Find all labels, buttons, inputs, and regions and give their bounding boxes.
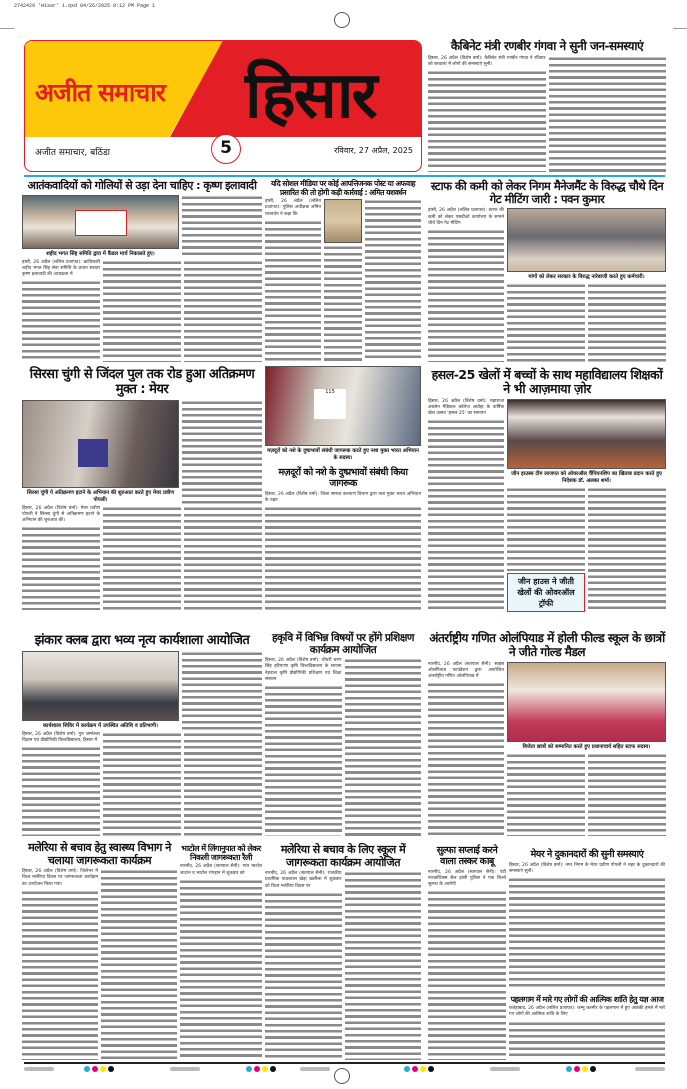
article-body (428, 419, 504, 612)
registration-bar (635, 1067, 665, 1071)
article-body (265, 506, 421, 610)
article-dateline: हिसार, 26 अप्रैल (विशेष वर्मा): जिलेभर में विश्व मलेरिया दिवस पर जागरूकता कार्यक्रम का आयोजन किया गया। (22, 869, 98, 887)
article-pahalgam (509, 995, 665, 1060)
article-sirsa (22, 368, 262, 610)
article-dateline: हिसार, 26 अप्रैल (विशेष वर्मा): जिला समाज कल्याण विभाग द्वारा नशा मुक्त भारत अभियान के तहत (265, 491, 421, 504)
article-body (265, 892, 342, 1060)
article-dateline: हांसी, 26 अप्रैल (ललित प्रजापत): क्रांतिकारी शहीद भगत सिंह सेवा समिति के प्रधान सरदार कृष्ण इलावादी की अध्यक्षता में (22, 259, 100, 278)
article-nasha (265, 366, 421, 610)
headline: हसल-25 खेलों में बच्चों के साथ महाविद्यालय शिक्षकों ने भी आज़माया ज़ोर (431, 367, 663, 397)
article-malaria-health-dept (22, 842, 177, 1060)
headline: मलेरिया से बचाव के लिए स्कूल में जागरूकता कार्यक्रम आयोजित (280, 843, 406, 869)
highlight-box: जीन हाउस ने जीती खेलों की ओवरऑल ट्रॉफी (507, 573, 585, 612)
article-body (184, 260, 262, 362)
banner (78, 439, 108, 467)
article-dateline: फतेहाबाद, 26 अप्रैल (ललित प्रजापत): जम्मू कश्मीर के पहलगाम में हुए आतंकी हमले में मारे गए लोगों की आत्मिक शांति के लिए (509, 1006, 665, 1018)
headline: भाटोल में लिंगानुपात को लेकर निकली जागरूकता रैली (181, 844, 261, 863)
registration-bar (24, 1067, 54, 1071)
article-body (428, 229, 504, 362)
article-body (428, 890, 506, 1060)
headline: मज़दूरों को नशे के दुष्प्रभावों संबंधी किया जागरूक (278, 467, 408, 489)
article-body (345, 658, 422, 836)
article-body (509, 877, 665, 990)
print-slug: 2742429 'Hisar' 1.qxd 04/26/2025 9:12 PM Page 1 (14, 3, 156, 9)
article-body (101, 869, 177, 1060)
headline: हकृवि में विभिन्न विषयों पर होंगे प्रशिक्षण कार्यक्रम आयोजित (272, 632, 414, 657)
article-body (507, 283, 585, 362)
headline: मलेरिया से बचाव हेतु स्वास्थ्य विभाग ने चलाया जागरूकता कार्यक्रम (28, 841, 171, 867)
article-body (103, 732, 181, 836)
crop-mark (0, 28, 14, 29)
article-body (103, 260, 181, 362)
article-malaria-school (265, 844, 421, 1060)
article-body (588, 283, 666, 362)
edition-label: अजीत समाचार, बठिंडा (35, 148, 110, 158)
article-body (265, 685, 342, 836)
article-dateline: नारनौंद, 26 अप्रैल (सतपाल सैनी): साइंस ओलंपियाड फाउंडेशन द्वारा आयोजित अंतर्राष्ट्रीय गणित ओलंपियाड में (428, 661, 504, 679)
color-registration-dots (246, 1066, 276, 1072)
divider (24, 175, 665, 177)
article-body (428, 682, 504, 836)
article-body (588, 487, 666, 612)
awareness-session-photo (265, 366, 421, 446)
article-olympiad (428, 632, 666, 836)
article-dateline: हिसार, 26 अप्रैल (विशेष वर्मा): नगर निगम के मेयर प्रवीण पोपली ने शहर के दुकानदारों की समस्याएं सुनीं। (509, 862, 665, 875)
article-body (22, 526, 100, 610)
article-body (184, 506, 262, 610)
article-body (509, 1021, 665, 1060)
article-body (265, 220, 321, 362)
article-mayor (509, 850, 665, 990)
article-dateline: हिसार, 26 अप्रैल (विशेष वर्मा): कैबिनेट मंत्री रणबीर गंगवा ने रविवार को बरवाला में लोगों की समस्याएं सुनी। (428, 55, 546, 67)
article-body (507, 753, 585, 836)
photo-caption: शहीद भगत सिंह समिति द्वारा में कैंडल मार्च निकालते हुए। (46, 250, 155, 257)
sports-team-photo (507, 399, 666, 469)
photo-caption: सिरसा चुंगी पे अतिक्रमण हटाने के अभियान की शुरुआत करते हुए मेयर प्रवीण पोपली। (27, 489, 174, 503)
color-registration-dots (404, 1066, 434, 1072)
olympiad-winners-photo (507, 662, 666, 742)
edition-city: हिसार (245, 58, 376, 133)
article-dateline: हिसार, 26 अप्रैल (विशेष वर्मा): मेयर प्रवीण पोपली ने सिरसा चुंगी से अतिक्रमण हटाने के अभियान की शुरुआत की। (22, 505, 100, 524)
article-jhankar (22, 634, 262, 836)
color-registration-dots (566, 1066, 596, 1072)
photo-caption: मज़दूरों को नशे के दुष्प्रभावों संबंधी जागरूक करते हुए नशा मुक्त भारत अभियान के सदस्य। (267, 448, 419, 461)
headline: आतंकवादियों को गोलियों से उड़ा देना चाहिए : कृष्ण इलावादी (27, 179, 257, 192)
article-body (22, 890, 98, 1060)
article-dateline: नारनौंद, 26 अप्रैल (सतपाल सैनी): एंटी नारकोटिक्स सैल हांसी पुलिस ने एक किलो सुल्फा के आरोपी (428, 869, 506, 888)
article-body (324, 245, 362, 362)
article-hustle (428, 368, 666, 612)
article-body (22, 280, 100, 362)
photo-label: 115 (314, 389, 346, 419)
headline: स्टाफ की कमी को लेकर निगम मैनेजमैंट के विरुद्ध चौथे दिन गेट मीटिंग जारी : पवन कुमार (430, 179, 664, 207)
article-dateline: हांसी, 26 अप्रैल (ललित प्रजापत): स्टाफ की कमी को लेकर एसडीओ कार्यालय के सामने चौथे दिन गेट मीटिंग (428, 208, 504, 226)
article-dateline: हिसार, 26 अप्रैल (विशेष वर्मा): गुरु जम्भेश्वर विज्ञान एवं प्रौद्योगिकी विश्वविद्यालय, हिसार में (22, 731, 100, 744)
registration-mark-icon (334, 1068, 350, 1084)
article-social-media (265, 180, 421, 362)
bottom-rule (24, 1062, 665, 1064)
article-dateline: नारनौंद, 26 अप्रैल (सतपाल सैनी): राजकीय प्राथमिक पाठशाला खेड़ा खलीला में शुक्रवार को विश्व मलेरिया दिवस पर (265, 871, 342, 889)
article-body (182, 400, 262, 504)
article-body (588, 753, 666, 836)
article-body (180, 879, 262, 1060)
headline: कैबिनेट मंत्री रणबीर गंगवा ने सुनी जन-समस्याएं (450, 39, 644, 53)
article-body (184, 732, 262, 836)
registration-bar (490, 1067, 520, 1071)
headline: अंतर्राष्ट्रीय गणित ओलंपियाड में होली फील्ड स्कूल के छात्रों ने जीते गोल्ड मैडल (429, 631, 665, 659)
article-body (182, 651, 262, 730)
photo-caption: कार्यशाला शिविर में कार्यक्रम में उपस्थित अतिथि व प्रतिभागी। (43, 722, 158, 729)
article-sulfa (428, 846, 506, 1060)
article-hau (265, 632, 421, 836)
headline: सुल्फा सप्लाई करने वाला तस्कर काबू (436, 845, 498, 867)
page-number: 5 (211, 134, 241, 164)
article-dateline: हांसी, 26 अप्रैल (ललित प्रजापत): पुलिस अधीक्षक अमित यशवर्धन ने कहा कि (265, 199, 321, 217)
article-body (428, 70, 546, 172)
brand-logo: अजीत समाचार (35, 78, 165, 107)
dance-workshop-photo (22, 651, 179, 721)
headline: सिरसा चुंगी से जिंदल पुल तक रोड हुआ अतिक्रमण मुक्त : मेयर (29, 367, 255, 397)
issue-date: रविवार, 27 अप्रैल, 2025 (334, 146, 413, 155)
article-gangwa (428, 40, 666, 172)
article-bhatol (180, 844, 262, 1060)
registration-bar (300, 1067, 330, 1071)
article-body (549, 56, 667, 172)
photo-caption: विजेता छात्रों को सम्मानित करते हुए प्रधानाचार्य सहित स्टाफ सदस्य। (522, 743, 651, 750)
encroachment-drive-photo (22, 400, 179, 488)
article-body (182, 195, 262, 258)
photo-caption: मांगों को लेकर सरकार के विरुद्ध नारेबाजी करते हुए कर्मचारी। (528, 274, 645, 281)
article-dateline: नारनौंद, 26 अप्रैल (सतपाल सैनी): गांव भाटोल जाटान व भाटोल रांगड़ान में शुक्रवार को (180, 864, 262, 876)
police-officer-photo (324, 199, 362, 243)
registration-mark-icon (334, 12, 350, 28)
headline: पहलगाम में मारे गए लोगों की आत्मिक शांति हेतु यज्ञ आज (510, 995, 664, 1004)
article-body (103, 506, 181, 610)
gate-meeting-photo (507, 208, 666, 272)
article-ilawadi (22, 180, 262, 362)
article-staff (428, 180, 666, 362)
article-dateline: हिसार, 26 अप्रैल (विशेष वर्मा): महाराजा अग्रसेन मैडिकल कॉलेज अग्रोहा के वार्षिक खेल उत्सव 'हसल-25' का समापन (428, 398, 504, 417)
registration-bar (170, 1067, 200, 1071)
article-body (345, 871, 422, 1060)
article-body (365, 199, 421, 362)
color-registration-dots (84, 1066, 114, 1072)
article-body (507, 487, 585, 571)
candle-march-photo (22, 195, 179, 249)
photo-caption: जीन हाउस्स टीम लाजपत को ओवरऑल चैंपियनशिप का खिताब प्रदान करते हुए निदेशक डॉ. अलका शर्मा। (511, 470, 662, 484)
banner (75, 210, 127, 236)
headline: मेयर ने दुकानदारों की सुनी समस्याएं (530, 849, 644, 860)
crop-mark (673, 28, 687, 29)
article-body (22, 746, 100, 836)
headline: यदि सोशल मीडिया पर कोई आपत्तिजनक पोस्ट या अफवाह प्रसारित की तो होगी कड़ी कार्रवाई : अमित यशवर्धन (270, 179, 416, 197)
headline: झंकार क्लब द्वारा भव्य नृत्य कार्यशाला आयोजित (34, 633, 250, 648)
article-dateline: हिसार, 26 अप्रैल (विशेष वर्मा): चौधरी चरण सिंह हरियाणा कृषि विश्वविद्यालय के सायना नेहवाल कृषि प्रौद्योगिकी प्रशिक्षण एवं शिक्षा संस्थान (265, 658, 342, 682)
masthead (24, 40, 422, 172)
